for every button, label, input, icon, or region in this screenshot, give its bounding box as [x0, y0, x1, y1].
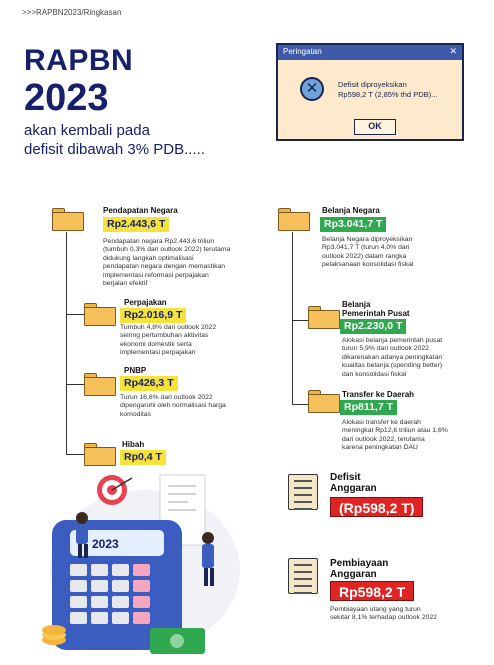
desc-line: dipengaruhi oleh normalisasi harga [120, 402, 226, 410]
pembiayaan-value: Rp598,2 T [330, 581, 414, 601]
page-subtitle [24, 121, 264, 159]
belanja-label: Belanja Negara [322, 206, 380, 215]
folder-icon [84, 373, 116, 396]
pnbp-desc [120, 394, 226, 419]
tkd-value: Rp811,7 T [340, 400, 397, 415]
folder-icon [84, 443, 116, 466]
desc-line: kualitas belanja (spending better) [342, 362, 443, 370]
desc-line: Turun 16,6% dari outlook 2022 [120, 394, 213, 401]
folder-icon [308, 390, 340, 413]
pembiayaan-desc [330, 606, 437, 623]
desc-line: komoditas [120, 410, 151, 418]
desc-line: pendapatan negara dengan memastikan [103, 263, 226, 271]
breadcrumb: >>>RAPBN2023/Ringkasan [22, 8, 122, 17]
right-tree-line [292, 232, 293, 404]
desc-line: sekitar 8,1% terhadap outlook 2022 [330, 614, 437, 622]
subtitle-line-1: akan kembali pada [24, 122, 150, 139]
folder-icon [308, 306, 340, 329]
perpajakan-label: Perpajakan [124, 298, 167, 307]
desc-line: ekonomi domestik serta [120, 340, 192, 348]
pusat-label-line-1: Belanja [342, 300, 371, 309]
belanja-value: Rp3.041,7 T [320, 217, 386, 232]
hibah-label: Hibah [122, 440, 145, 449]
pusat-desc [342, 337, 442, 379]
defisit-label-line-2: Anggaran [330, 483, 377, 494]
desc-line: Belanja Negara diproyeksikan [322, 236, 413, 243]
perpajakan-desc [120, 324, 216, 358]
document-icon [288, 558, 318, 594]
pembiayaan-label [330, 558, 388, 580]
desc-line: (tumbuh 0,3% dari outlook 2022) terutama [103, 246, 231, 254]
desc-line: Rp3.041,7 T (turun 4,0% dari [322, 244, 410, 252]
dialog-message [338, 80, 437, 100]
desc-line: outlook 2022) dalam rangka [322, 252, 407, 260]
folder-icon [278, 208, 310, 231]
desc-line: didukung langkah optimalisasi [103, 254, 194, 262]
pembiayaan-label-line-2: Anggaran [330, 569, 377, 580]
desc-line: seiring pertumbuhan aktivitas [120, 332, 209, 340]
document-icon [288, 474, 318, 510]
pnbp-value: Rp426,3 T [120, 376, 178, 391]
money-icon [150, 628, 205, 654]
page-title-year: 2023 [24, 77, 109, 119]
finance-illustration [30, 470, 250, 665]
folder-icon [84, 303, 116, 326]
pnbp-label: PNBP [124, 366, 147, 375]
belanja-desc [322, 236, 413, 270]
conn-perpajakan [66, 314, 84, 315]
pusat-label [342, 300, 410, 318]
defisit-label-line-1: Defisit [330, 472, 361, 483]
coins-icon [42, 625, 66, 645]
desc-line: turun 5,9% dari outlook 2022 [342, 345, 429, 353]
defisit-label [330, 472, 377, 494]
pusat-label-line-2: Pemerintah Pusat [342, 309, 410, 318]
desc-line: dari outlook 2022, terutama [342, 435, 425, 443]
desc-line: pelaksanaan konsolidasi fiskal [322, 261, 414, 269]
ok-button[interactable]: OK [354, 119, 396, 135]
desc-line: dikarenakan adanya peningkatan [342, 353, 443, 361]
close-icon[interactable]: ✕ [449, 46, 457, 56]
tkd-label: Transfer ke Daerah [342, 390, 415, 399]
conn-pusat [292, 320, 308, 321]
dialog-message-line-1: Defisit diproyeksikan [338, 80, 407, 89]
calculator-screen-year: 2023 [92, 537, 119, 551]
desc-line: Alokasi transfer ke daerah [342, 419, 421, 426]
conn-tkd [292, 404, 308, 405]
desc-line: karena peningkatan DAU [342, 444, 418, 452]
conn-hibah [66, 454, 84, 455]
conn-pnbp [66, 384, 84, 385]
pendapatan-value: Rp2.443,6 T [103, 217, 169, 232]
desc-line: berjalan efektif [103, 280, 148, 288]
pendapatan-label: Pendapatan Negara [103, 206, 178, 215]
desc-line: meningkat Rp12,6 triliun atau 1,6% [342, 427, 448, 435]
perpajakan-value: Rp2.016,9 T [120, 308, 186, 323]
desc-line: implementasi perpajakan [120, 349, 196, 357]
pusat-value: Rp2.230,0 T [340, 319, 406, 334]
subtitle-line-2: defisit dibawah 3% PDB..... [24, 141, 205, 158]
desc-line: implementasi reformasi perpajakan [103, 271, 209, 279]
dialog-title-bar [278, 45, 462, 60]
desc-line: Pendapatan negara Rp2.443,6 triliun [103, 238, 215, 245]
desc-line: dan konsolidasi fiskal [342, 370, 407, 378]
desc-line: Pembiayaan utang yang turun [330, 606, 421, 613]
dialog-message-line-2: Rp598,2 T (2,85% thd PDB)... [338, 90, 438, 99]
left-tree-line [66, 232, 67, 454]
dialog-title: Peringatan [283, 47, 322, 56]
defisit-value: (Rp598,2 T) [330, 497, 423, 517]
pendapatan-desc [103, 238, 230, 288]
hibah-value: Rp0,4 T [120, 450, 166, 465]
page-title: RAPBN [24, 44, 134, 77]
pembiayaan-label-line-1: Pembiayaan [330, 558, 389, 569]
desc-line: Tumbuh 4,8% dari outlook 2022 [120, 324, 217, 331]
error-icon: ✕ [300, 77, 324, 101]
warning-dialog [276, 43, 464, 141]
folder-icon [52, 208, 84, 231]
desc-line: Alokasi belanja pemerintah pusat [342, 337, 443, 344]
tkd-desc [342, 419, 448, 453]
